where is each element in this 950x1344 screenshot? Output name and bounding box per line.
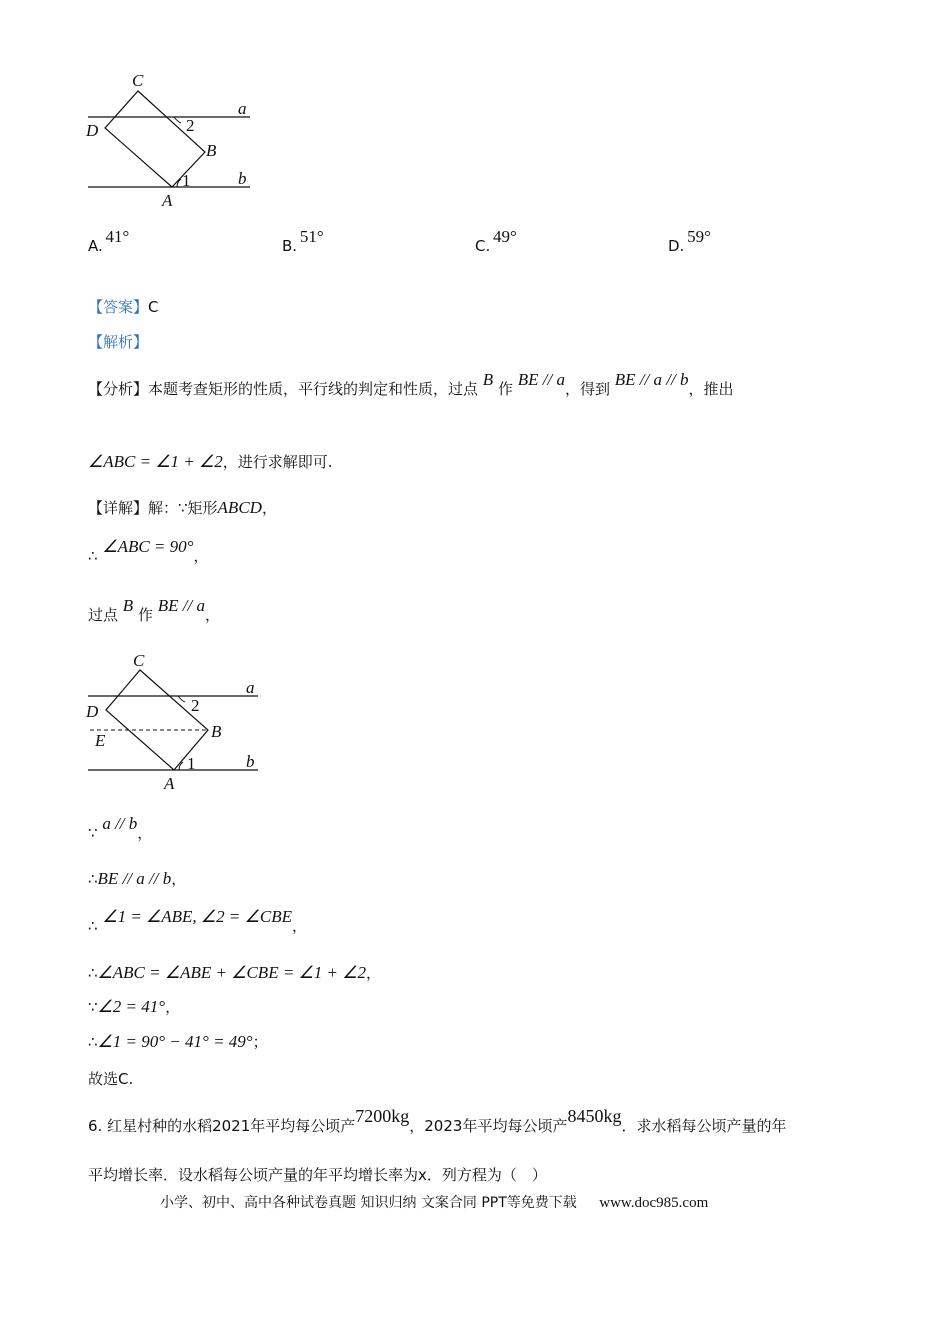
figure-2 <box>80 648 270 793</box>
detail-line-4: ∵ a // b， <box>88 814 153 842</box>
answer-value: C <box>148 298 159 316</box>
label-line-b: b <box>246 752 255 771</box>
analysis-line-1: 【分析】本题考查矩形的性质，平行线的判定和性质，过点 B 作 BE // a，得到 BE // a // b，推出 <box>88 370 734 398</box>
label-line-a: a <box>246 678 255 697</box>
label-b: B <box>211 722 222 741</box>
answer-line <box>88 296 159 317</box>
label-a: A <box>164 774 175 793</box>
label-c: C <box>132 71 144 90</box>
analysis-line-2: ∠ABC = ∠1 + ∠2，进行求解即可. <box>88 452 333 471</box>
detail-line-10: 故选C. <box>88 1070 134 1088</box>
detail-line-9: ∴∠1 = 90° − 41° = 49°； <box>88 1032 268 1051</box>
footer-text: 小学、初中、高中各种试卷真题 知识归纳 文案合同 PPT等免费下载 <box>160 1195 577 1211</box>
detail-line-8: ∵∠2 = 41°， <box>88 997 181 1016</box>
analysis-tag: 【解析】 <box>88 333 149 351</box>
angle-2-arc <box>178 696 185 702</box>
detail-line-2: ∴ ∠ABC = 90°， <box>88 537 209 565</box>
detail-line-6: ∴ ∠1 = ∠ABE, ∠2 = ∠CBE， <box>88 907 308 935</box>
label-line-b: b <box>238 169 247 188</box>
option-c: C. 49° <box>475 227 517 255</box>
label-angle-2: 2 <box>191 696 200 715</box>
label-angle-2: 2 <box>186 116 195 135</box>
label-angle-1: 1 <box>182 171 191 190</box>
option-b: B. 51° <box>282 227 324 255</box>
option-d: D. 59° <box>668 227 711 255</box>
detail-line-1: 【详解】解：∵矩形ABCD， <box>88 498 277 517</box>
label-e: E <box>95 731 106 750</box>
label-d: D <box>86 702 99 721</box>
footer <box>160 1192 708 1212</box>
label-c: C <box>133 651 145 670</box>
detail-line-3: 过点 B 作 BE // a， <box>88 596 220 624</box>
label-a: A <box>162 191 173 210</box>
option-a: A. 41° <box>88 227 130 255</box>
angle-2-arc <box>174 117 181 123</box>
footer-url[interactable]: www.doc985.com <box>599 1195 709 1211</box>
detail-line-7: ∴∠ABC = ∠ABE + ∠CBE = ∠1 + ∠2， <box>88 963 382 982</box>
detail-line-5: ∴BE // a // b， <box>88 869 187 888</box>
label-line-a: a <box>238 99 247 118</box>
figure-1 <box>80 70 270 215</box>
label-b: B <box>206 141 217 160</box>
question-6-line-1: 6. 红星村种的水稻2021年平均每公顷产7200kg，2023年平均每公顷产8450kg．求水稻每公顷产量的年 <box>88 1106 787 1135</box>
label-d: D <box>86 121 99 140</box>
question-6-line-2: 平均增长率．设水稻每公顷产量的年平均增长率为x．列方程为（ ） <box>88 1166 547 1184</box>
label-angle-1: 1 <box>187 754 196 773</box>
answer-tag: 【答案】 <box>88 298 149 316</box>
